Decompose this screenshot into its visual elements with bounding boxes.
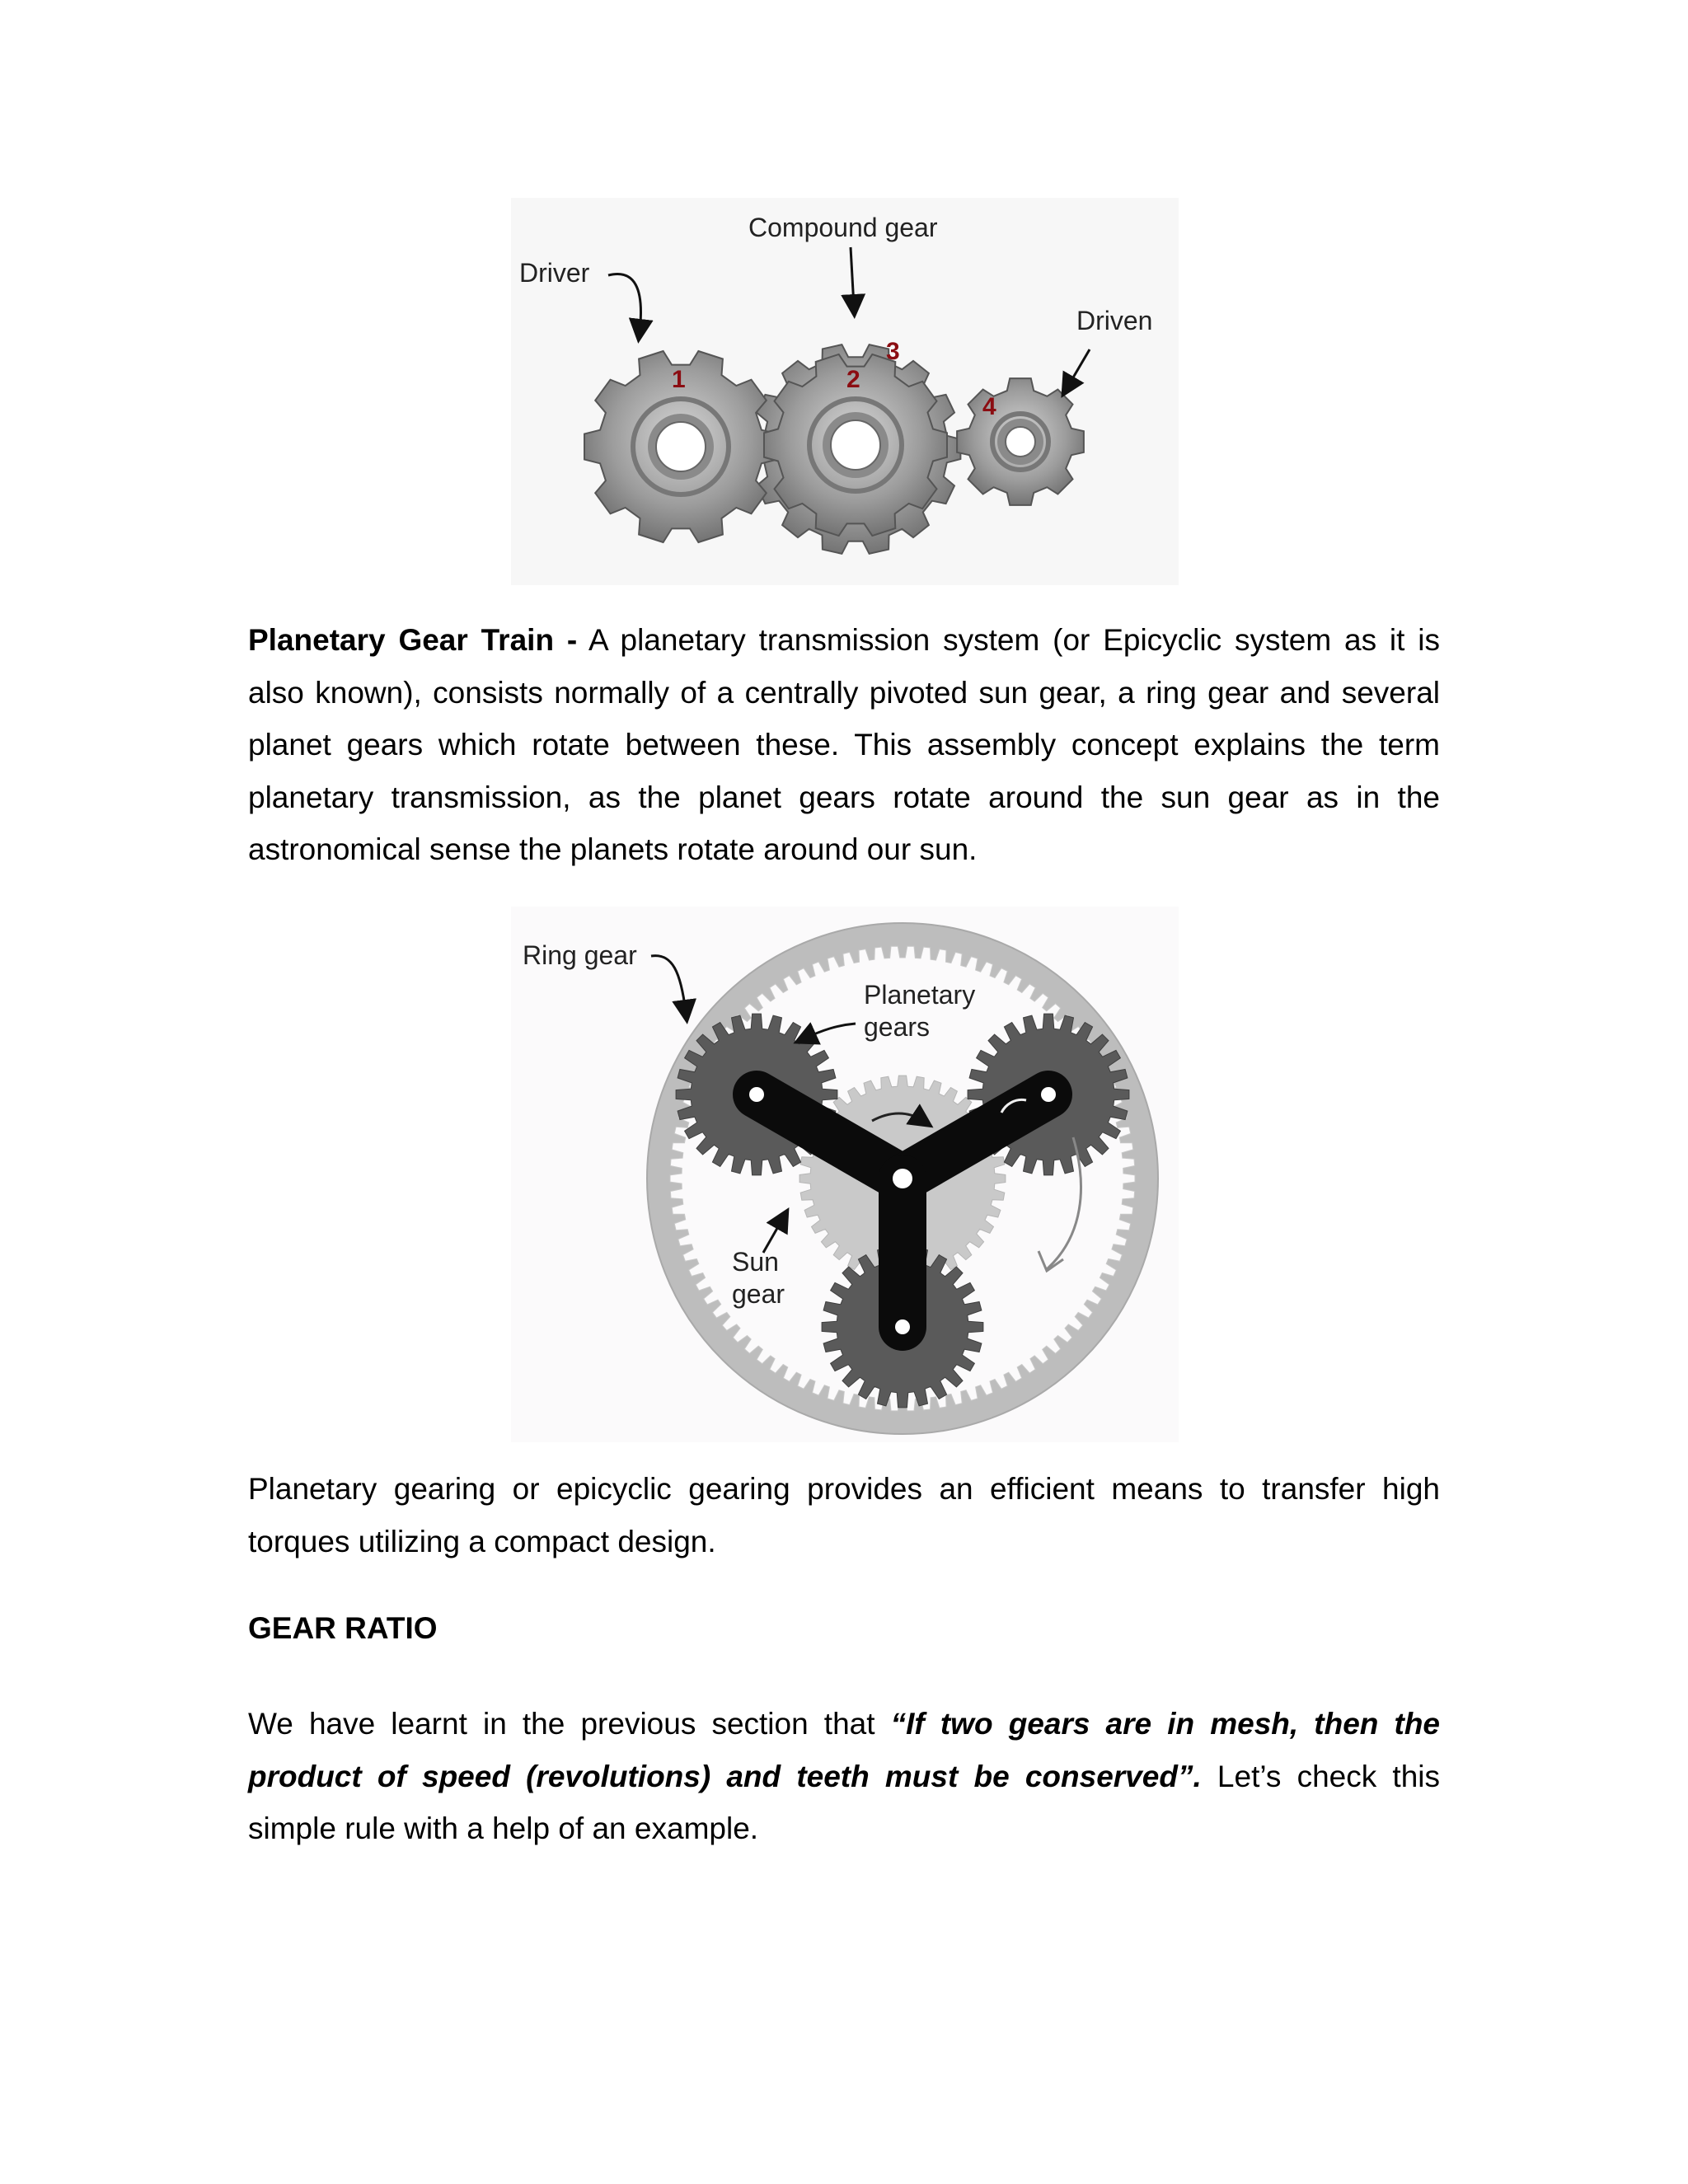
planetary-gear-train-paragraph bbox=[248, 614, 1440, 876]
gear-ratio-heading: GEAR RATIO bbox=[248, 1611, 438, 1645]
driven-label: Driven bbox=[1076, 306, 1153, 335]
gear-ratio-intro: We have learnt in the previous section that bbox=[248, 1707, 891, 1741]
gear-4-icon bbox=[957, 378, 1084, 505]
gear-ratio-quote: “If two gears are in mesh, then the product of speed (revolutions) and teeth must be conserved”. bbox=[248, 1707, 1441, 1793]
compound-gear-figure bbox=[511, 198, 1179, 585]
gear-number-3: 3 bbox=[886, 338, 900, 365]
planet-pin bbox=[749, 1087, 764, 1102]
gear-hole bbox=[656, 422, 706, 471]
planetary-gear-train-lead: Planetary Gear Train - bbox=[248, 623, 578, 657]
gear-ratio-outro: Let’s check this simple rule with a help of an example. bbox=[248, 1759, 1441, 1845]
planet-pin bbox=[1041, 1087, 1056, 1102]
planet-pin bbox=[895, 1319, 910, 1334]
carrier-center-pin bbox=[893, 1169, 912, 1188]
planetary-gears-label-line1: Planetary bbox=[864, 980, 976, 1010]
gear-ratio-paragraph bbox=[248, 1698, 1440, 1855]
planetary-gear-diagram bbox=[511, 907, 1179, 1442]
gear-hole bbox=[1006, 427, 1035, 457]
gear-number-4: 4 bbox=[982, 393, 996, 420]
efficiency-paragraph: Planetary gearing or epicyclic gearing provides an efficient means to transfer high torques utilizing a compact design. bbox=[248, 1472, 1440, 1558]
sun-gear-label-line2: gear bbox=[732, 1279, 785, 1309]
gear-number-1: 1 bbox=[672, 366, 686, 393]
gear-number-2: 2 bbox=[846, 366, 860, 393]
gear-hole bbox=[831, 420, 880, 470]
planetary-gear-figure bbox=[511, 907, 1179, 1442]
planetary-gears-label-line2: gears bbox=[864, 1012, 931, 1042]
sun-gear-label-line1: Sun bbox=[732, 1247, 779, 1277]
ring-gear-label: Ring gear bbox=[523, 940, 637, 970]
compound-gear-label: Compound gear bbox=[748, 213, 938, 242]
planetary-gear-train-body: A planetary transmission system (or Epicyclic system as it is also known), consists normally of a centrally pivoted sun gear, a ring gear and several planet gears which rotate between these. This assembly concept explains the term planetary transmission, as the planet gears rotate around the sun gear as in the astronomical sense the planets rotate around our sun. bbox=[248, 623, 1440, 866]
driver-label: Driver bbox=[519, 258, 590, 288]
compound-gear-diagram bbox=[511, 198, 1179, 585]
